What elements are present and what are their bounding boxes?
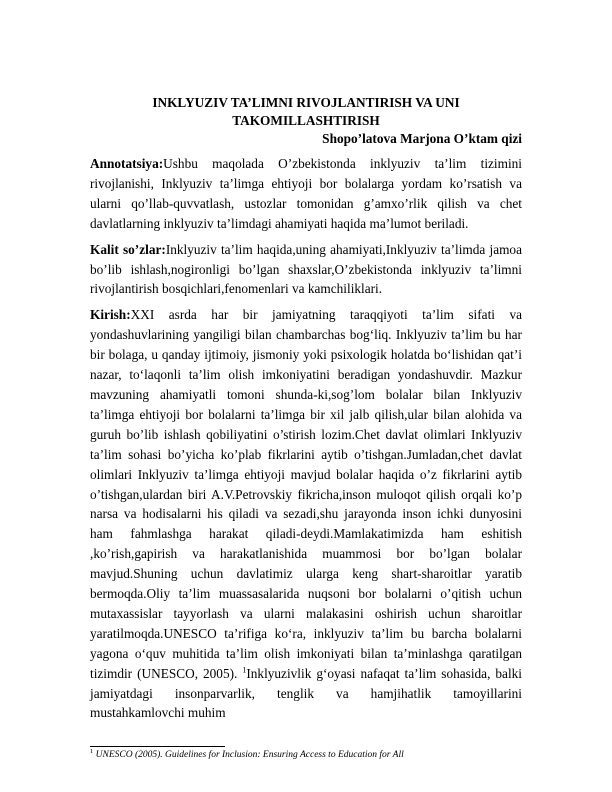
keywords-label: Kalit so’zlar: (90, 241, 166, 257)
abstract-paragraph (90, 154, 522, 234)
introduction-paragraph (90, 305, 522, 723)
footnote-text: UNESCO (2005). Guidelines for Inclusion: Ensuring Access to Education for All (93, 750, 404, 760)
footnote-mark: 1 (90, 747, 94, 755)
title-line-2: TAKOMILLASHTIRISH (232, 113, 380, 128)
introduction-text-continued: Inklyuzivlik g‘oyasi nafaqat ta’lim sohasida, balki jamiyatdagi insonparvarlik, tenglik va hamjihatlik tamoyillarini mustahkamlovchi muhim (90, 665, 522, 721)
article-title (90, 94, 522, 130)
footnote-reference: 1 (242, 665, 247, 675)
title-line-1: INKLYUZIV TA’LIMNI RIVOJLANTIRISH VA UNI (152, 95, 460, 110)
abstract-label: Annotatsiya: (90, 156, 164, 171)
footnote-separator (90, 746, 225, 747)
introduction-text: XXI asrda har bir jamiyatning taraqqiyoti ta’lim sifati va yondashuvlarining yangiligi bilan chambarchas bog‘liq. Inklyuziv ta’lim bu har bir bolaga, u qanday ijtimoiy, jismoniy yoki psixologik holatda bo‘lishidan qat’i nazar, to‘laqonli ta’lim olish imkoniyatini beradigan yondashuvdir. Mazkur mavzuning ahamiyatli tomoni shunda-ki,sog’lom bolalar bilan Inklyuziv ta’limga ehtiyoji bor bolalarni ta’limga bir xil jalb qilish,ular bilan alohida va guruh bo’lib ishlash qobiliyatini o’stirish lozim.Chet davlat olimlari Inklyuziv ta’lim sohasi bo’yicha ko’plab fikrlarini aytib o’tishgan.Jumladan,chet davlat olimlari Inklyuziv ta’limga ehtiyoji mavjud bolalar haqida o’z fikrlarini aytib o’tishgan,ulardan biri A.V.Petrovskiy fikricha,inson muloqot qilish orqali ko’p narsa va hodisalarni his qiladi va sezadi,shu jarayonda inson ichki dunyosini ham fahmlashga harakat qiladi-deydi.Mamlakatimizda ham eshitish ,ko’rish,gapirish va harakatlanishida muammosi bor bo’lgan bolalar mavjud.Shuning uchun davlatimiz ularga keng shart-sharoitlar yaratib bermoqda.Oliy ta’lim muassasalarida nuqsoni bor bolalarni o’qitish uchun mutaxassislar tayyorlash va ularni malakasini oshirish uchun sharoitlar yaratilmoqda.UNESCO ta’rifiga ko‘ra, inklyuziv ta’lim bu barcha bolalarni yagona o‘quv muhitida ta’lim olish imkoniyati bilan ta’minlashga qaratilgan tizimdir (UNESCO, 2005). (90, 307, 522, 681)
keywords-text: Inklyuziv ta’lim haqida,uning ahamiyati,Inklyuziv ta’limda jamoa bo’lib ishlash,nogironligi bo’lgan shaxslar,O’zbekistonda inklyuziv ta’limni rivojlantirish bosqichlari,fenomenlari va kamchiliklari. (90, 241, 522, 297)
footnote (90, 749, 404, 761)
abstract-text: Ushbu maqolada O’zbekistonda inklyuziv ta’lim tizimini rivojlanishi, Inklyuziv ta’limga ehtiyoji bor bolalarga yordam ko’rsatish va ularni qo’llab-quvvatlash, ustozlar tomonidan g’amxo’rlik qilish va chet davlatlarning inklyuziv ta’limdagi ahamiyati haqida ma’lumot beriladi. (90, 156, 522, 231)
keywords-paragraph (90, 240, 522, 300)
author-name: Shopo’latova Marjona O’ktam qizi (322, 131, 522, 146)
introduction-label: Kirish: (90, 307, 131, 323)
